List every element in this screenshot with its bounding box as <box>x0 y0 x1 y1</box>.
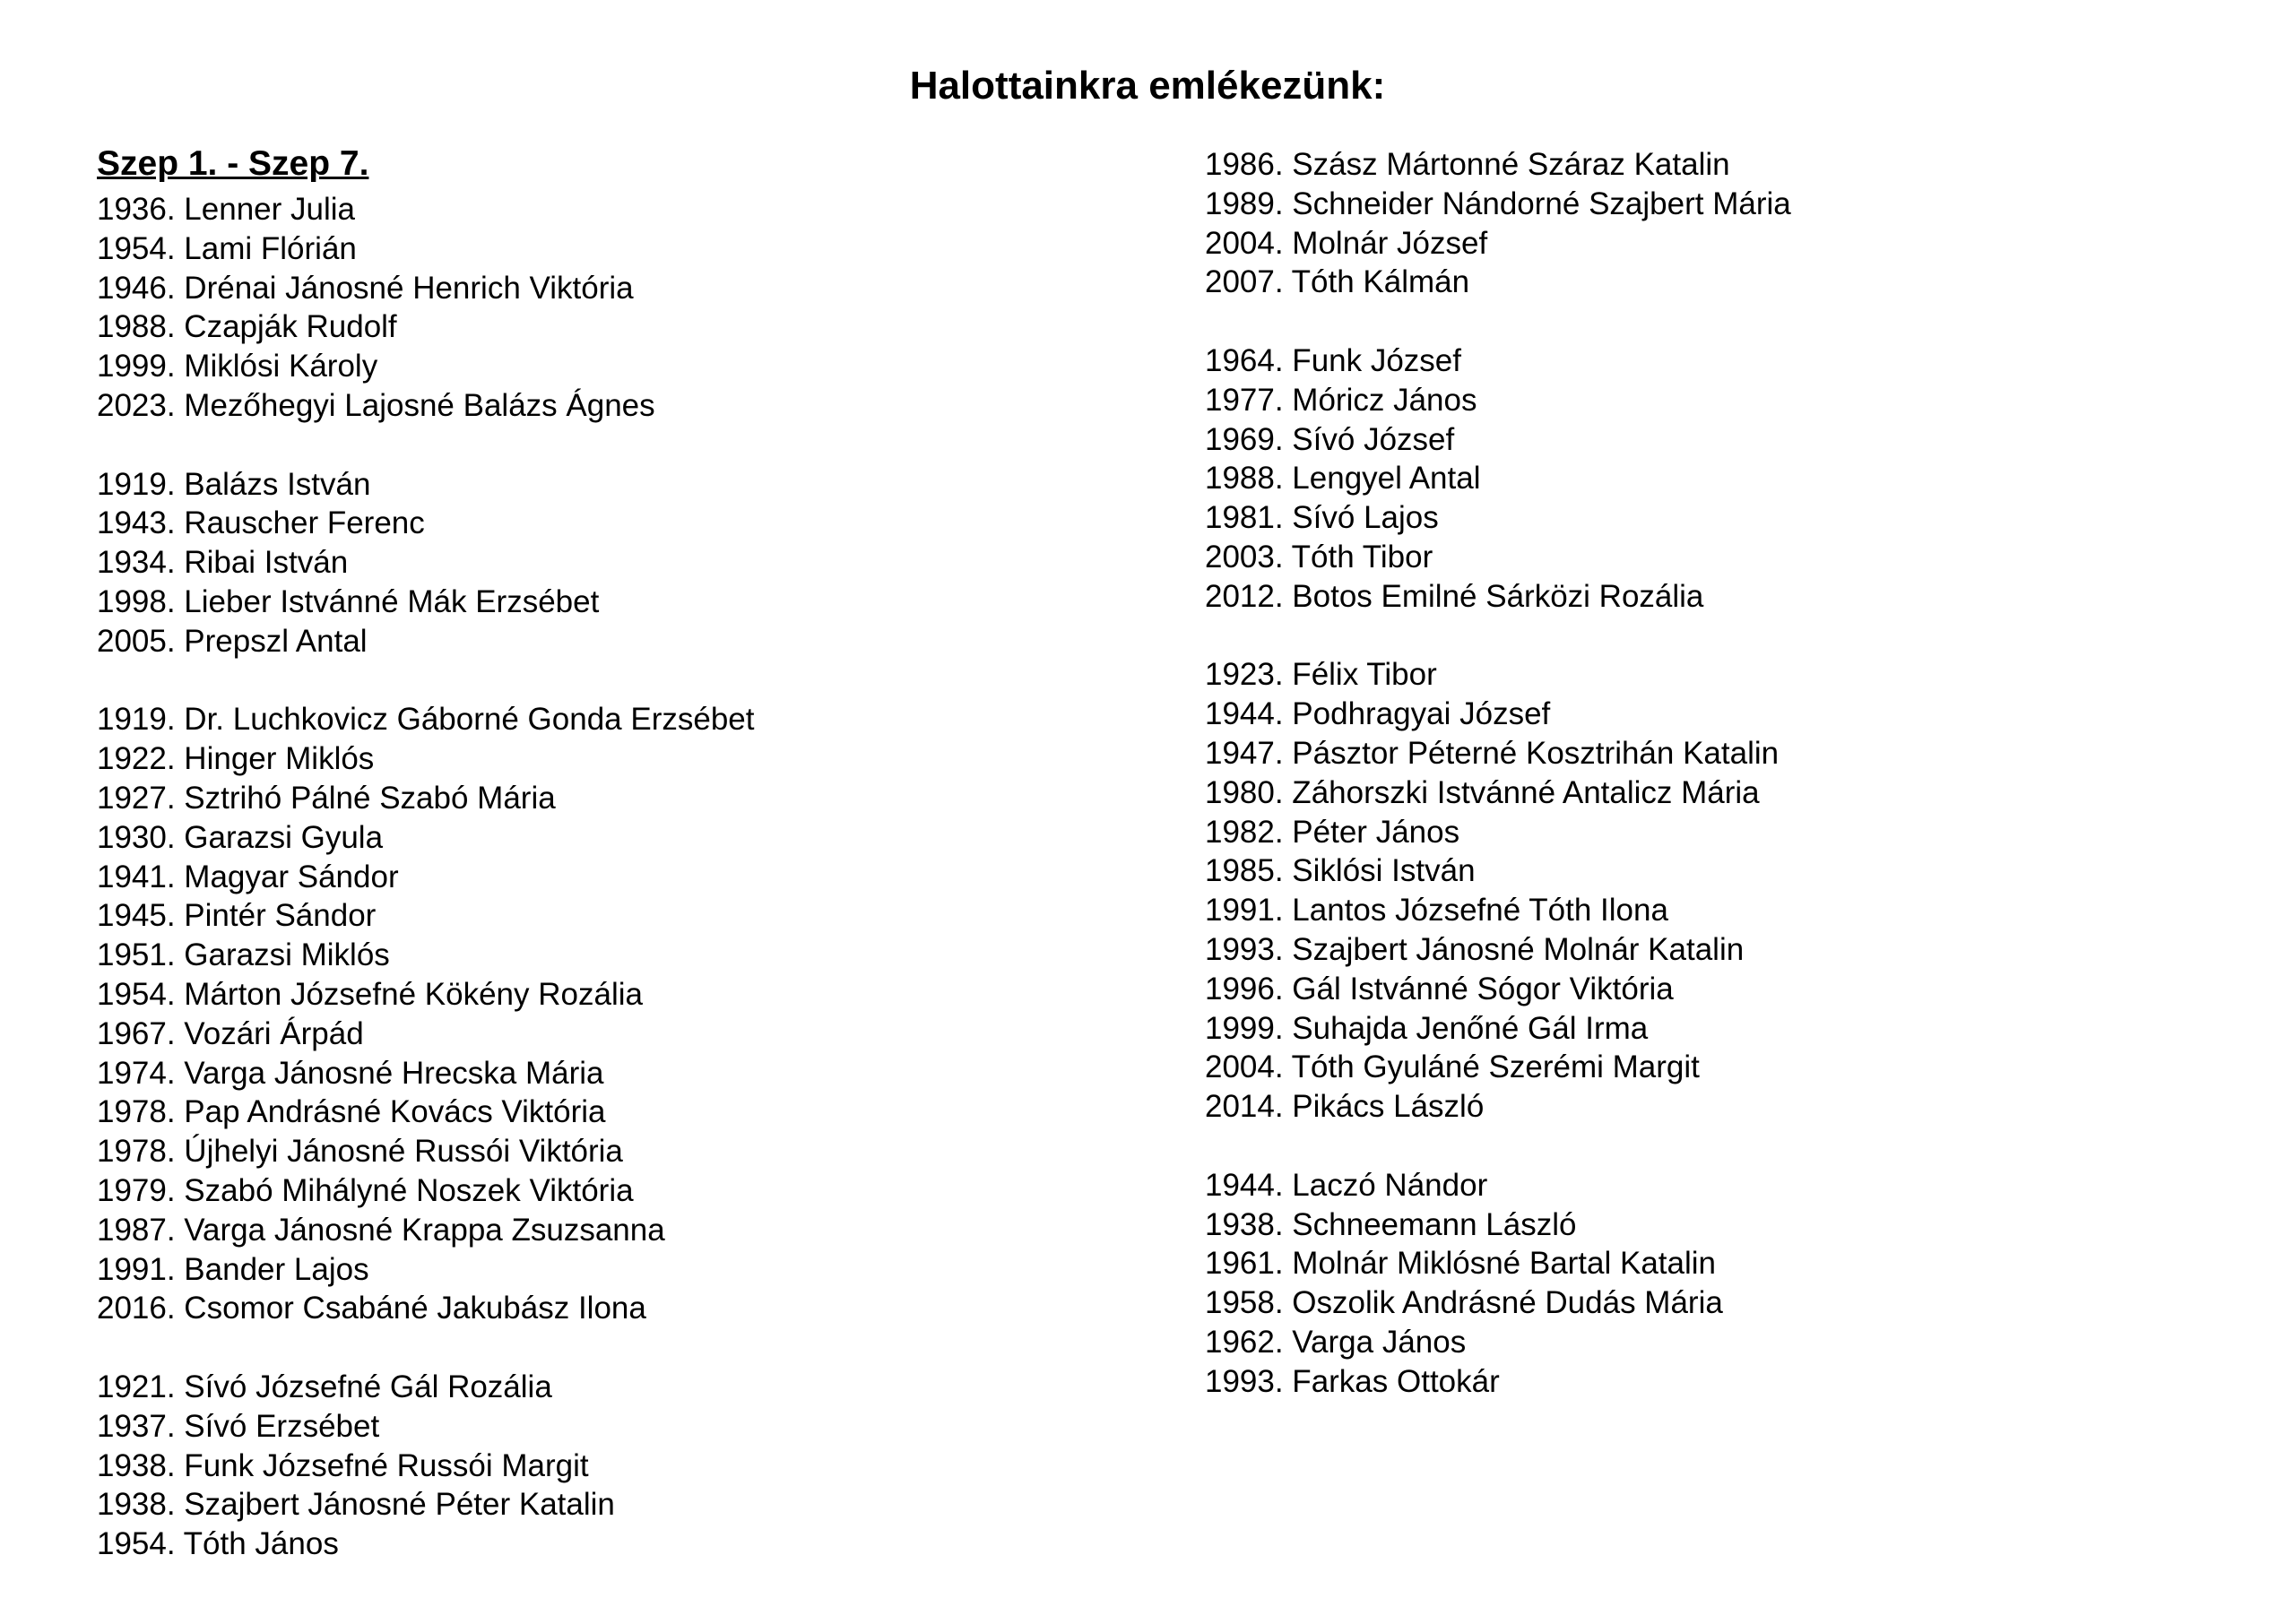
memorial-entry: 1954. Lami Flórián <box>97 230 357 266</box>
memorial-entry: 1991. Bander Lajos <box>97 1251 369 1287</box>
memorial-entry: 2016. Csomor Csabáné Jakubász Ilona <box>97 1291 646 1326</box>
memorial-entry: 1982. Péter János <box>1205 814 1460 850</box>
memorial-entry: 1993. Farkas Ottokár <box>1205 1363 1500 1399</box>
memorial-entry: 1938. Schneemann László <box>1205 1206 1577 1242</box>
memorial-entry: 2005. Prepszl Antal <box>97 623 368 659</box>
memorial-entry: 1958. Oszolik Andrásné Dudás Mária <box>1205 1285 1723 1321</box>
memorial-entry: 1986. Szász Mártonné Száraz Katalin <box>1205 147 1730 182</box>
memorial-entry: 1945. Pintér Sándor <box>97 898 377 934</box>
memorial-entry: 1985. Siklósi István <box>1205 853 1476 889</box>
memorial-entry: 1978. Újhelyi Jánosné Russói Viktória <box>97 1134 623 1170</box>
memorial-entry: 1977. Móricz János <box>1205 382 1477 418</box>
memorial-entry: 1954. Tóth János <box>97 1526 339 1562</box>
memorial-entry: 1946. Drénai Jánosné Henrich Viktória <box>97 270 634 306</box>
memorial-entry: 1999. Suhajda Jenőné Gál Irma <box>1205 1010 1649 1046</box>
memorial-entry: 1988. Czapják Rudolf <box>97 309 397 345</box>
memorial-entry: 1981. Sívó Lajos <box>1205 500 1439 536</box>
memorial-entry: 1943. Rauscher Ferenc <box>97 505 425 541</box>
memorial-entry: 1936. Lenner Julia <box>97 192 355 227</box>
memorial-entry: 1938. Funk Józsefné Russói Margit <box>97 1447 589 1483</box>
memorial-entry: 1930. Garazsi Gyula <box>97 819 384 855</box>
memorial-entry: 1934. Ribai István <box>97 545 349 581</box>
memorial-entry: 1944. Podhragyai József <box>1205 696 1551 732</box>
memorial-entry: 1947. Pásztor Péterné Kosztrihán Katalin <box>1205 736 1780 771</box>
memorial-entry: 1954. Márton Józsefné Kökény Rozália <box>97 977 643 1012</box>
memorial-entry: 1927. Sztrihó Pálné Szabó Mária <box>97 781 556 816</box>
memorial-entry: 1974. Varga Jánosné Hrecska Mária <box>97 1055 604 1091</box>
memorial-entry: 1999. Miklósi Károly <box>97 349 378 384</box>
memorial-entry: 1969. Sívó József <box>1205 421 1455 457</box>
date-range-heading: Szep 1. - Szep 7. <box>97 144 369 183</box>
memorial-entry: 1988. Lengyel Antal <box>1205 461 1481 497</box>
memorial-entry: 2014. Pikács László <box>1205 1089 1485 1125</box>
memorial-entry: 2023. Mezőhegyi Lajosné Balázs Ágnes <box>97 388 655 423</box>
memorial-entry: 1987. Varga Jánosné Krappa Zsuzsanna <box>97 1212 665 1248</box>
memorial-entry: 1944. Laczó Nándor <box>1205 1167 1488 1203</box>
page-title: Halottainkra emlékezünk: <box>909 64 1386 108</box>
memorial-entry: 1979. Szabó Mihályné Noszek Viktória <box>97 1173 634 1208</box>
memorial-entry: 1923. Félix Tibor <box>1205 657 1437 693</box>
memorial-entry: 1998. Lieber Istvánné Mák Erzsébet <box>97 584 600 619</box>
memorial-entry: 1993. Szajbert Jánosné Molnár Katalin <box>1205 932 1745 967</box>
memorial-entry: 1962. Varga János <box>1205 1325 1467 1360</box>
memorial-entry: 2004. Tóth Gyuláné Szerémi Margit <box>1205 1050 1700 1085</box>
memorial-entry: 1919. Dr. Luchkovicz Gáborné Gonda Erzsébet <box>97 702 755 738</box>
memorial-entry: 1978. Pap Andrásné Kovács Viktória <box>97 1094 606 1130</box>
memorial-entry: 1937. Sívó Erzsébet <box>97 1408 380 1444</box>
memorial-entry: 1967. Vozári Árpád <box>97 1015 364 1051</box>
memorial-entry: 2012. Botos Emilné Sárközi Rozália <box>1205 578 1704 614</box>
memorial-entry: 1921. Sívó Józsefné Gál Rozália <box>97 1369 552 1404</box>
memorial-entry: 1938. Szajbert Jánosné Péter Katalin <box>97 1487 615 1523</box>
memorial-entry: 1951. Garazsi Miklós <box>97 937 390 973</box>
memorial-entry: 1964. Funk József <box>1205 343 1461 378</box>
memorial-entry: 2007. Tóth Kálmán <box>1205 264 1470 300</box>
memorial-entry: 1989. Schneider Nándorné Szajbert Mária <box>1205 186 1791 221</box>
memorial-entry: 1922. Hinger Miklós <box>97 741 375 777</box>
memorial-entry: 1941. Magyar Sándor <box>97 859 399 894</box>
memorial-entry: 1961. Molnár Miklósné Bartal Katalin <box>1205 1246 1717 1282</box>
memorial-entry: 1919. Balázs István <box>97 466 371 502</box>
memorial-entry: 1996. Gál Istvánné Sógor Viktória <box>1205 971 1674 1006</box>
memorial-entry: 1991. Lantos Józsefné Tóth Ilona <box>1205 893 1668 929</box>
memorial-entry: 2004. Molnár József <box>1205 225 1488 261</box>
memorial-entry: 1980. Záhorszki Istvánné Antalicz Mária <box>1205 774 1760 810</box>
memorial-entry: 2003. Tóth Tibor <box>1205 540 1433 574</box>
